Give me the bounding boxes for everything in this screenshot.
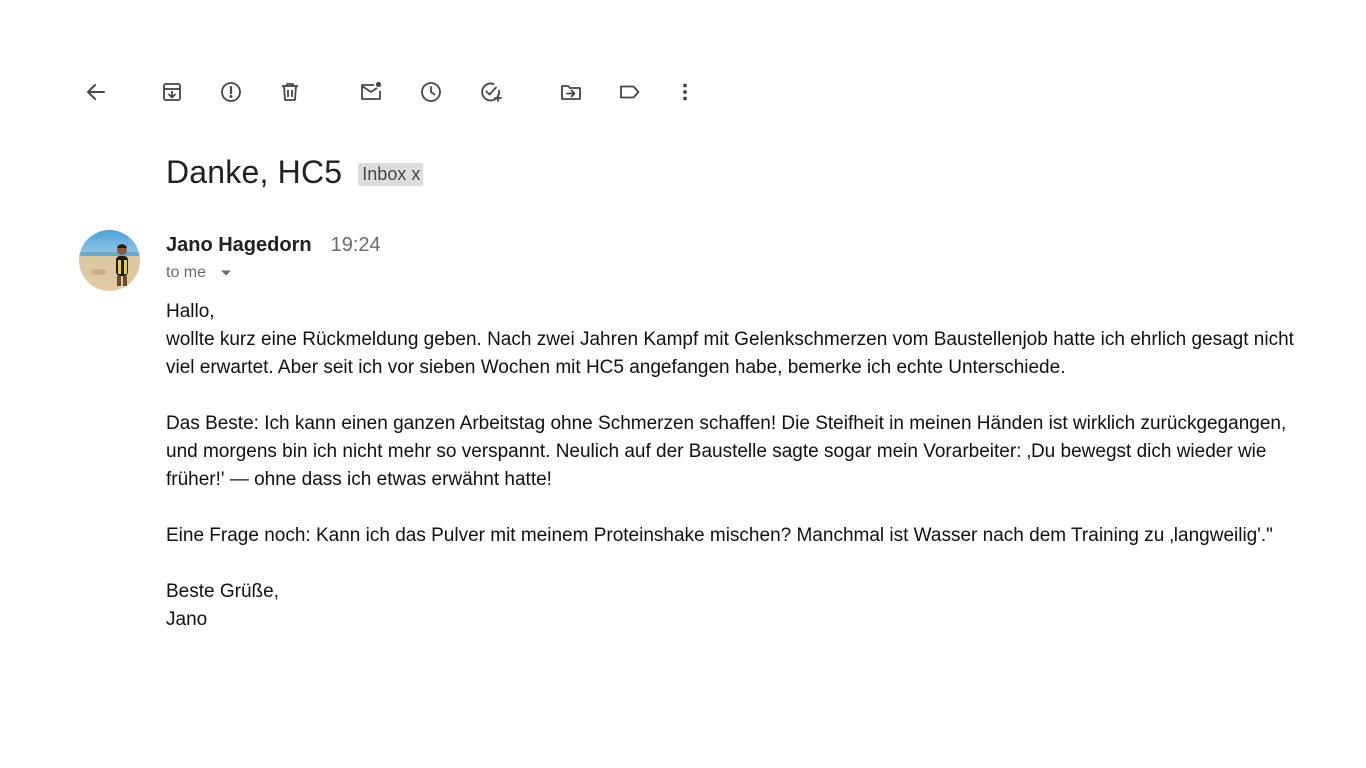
email-subject: Danke, HC5	[166, 153, 343, 190]
body-greeting: Hallo,	[166, 301, 215, 322]
add-task-button[interactable]	[471, 72, 511, 112]
more-vert-icon	[673, 80, 697, 104]
label-chip-text: Inbox	[362, 163, 407, 184]
delete-icon	[278, 80, 302, 104]
show-details-button[interactable]	[220, 267, 232, 279]
message-toolbar	[0, 72, 760, 112]
sender-name[interactable]: Jano Hagedorn	[166, 234, 312, 256]
avatar-image	[79, 230, 140, 291]
remove-label-button[interactable]: x	[411, 163, 421, 184]
paragraph-gap	[166, 550, 1306, 578]
paragraph-gap	[166, 382, 1306, 410]
email-body	[166, 298, 1306, 634]
sender-avatar[interactable]	[79, 230, 140, 291]
report-spam-icon	[219, 80, 243, 104]
email-time: 19:24	[330, 234, 381, 256]
move-to-button[interactable]	[551, 72, 591, 112]
snooze-button[interactable]	[411, 72, 451, 112]
delete-button[interactable]	[270, 72, 310, 112]
recipient-text: to me	[166, 264, 207, 281]
back-button[interactable]	[76, 72, 116, 112]
recipient-row	[166, 263, 232, 283]
body-paragraph-2: Das Beste: Ich kann einen ganzen Arbeitstag ohne Schmerzen schaffen! Die Steifheit in meinen Händen ist wirklich zurückgegangen, und morgens bin ich nicht mehr so verspannt. Neulich auf der Baustelle sagte sogar mein Vorarbeiter: ‚Du bewegst dich wieder wie früher!' — ohne dass ich etwas erwähnt hatte!	[166, 413, 1287, 490]
archive-button[interactable]	[152, 72, 192, 112]
report-spam-button[interactable]	[211, 72, 251, 112]
sender-row	[166, 234, 381, 257]
add-task-icon	[479, 80, 503, 104]
inbox-label-chip[interactable]	[358, 163, 423, 186]
subject-row	[166, 150, 423, 194]
body-paragraph-1: wollte kurz eine Rückmeldung geben. Nach zwei Jahren Kampf mit Gelenkschmerzen vom Baustellenjob hatte ich ehrlich gesagt nicht viel erwartet. Aber seit ich vor sieben Wochen mit HC5 angefangen habe, bemerke ich echte Unterschiede.	[166, 329, 1294, 378]
more-options-button[interactable]	[665, 72, 705, 112]
body-closing: Beste Grüße,	[166, 581, 279, 602]
body-paragraph-3: Eine Frage noch: Kann ich das Pulver mit meinem Proteinshake mischen? Manchmal ist Wasser nach dem Training zu ‚langweilig'."	[166, 525, 1273, 546]
body-signature: Jano	[166, 609, 208, 630]
archive-icon	[160, 80, 184, 104]
snooze-icon	[419, 80, 443, 104]
mark-unread-icon	[359, 80, 383, 104]
arrow-back-icon	[84, 80, 108, 104]
labels-button[interactable]	[610, 72, 650, 112]
mark-unread-button[interactable]	[351, 72, 391, 112]
move-to-icon	[559, 80, 583, 104]
caret-down-icon	[220, 267, 232, 279]
paragraph-gap	[166, 494, 1306, 522]
label-icon	[618, 80, 642, 104]
